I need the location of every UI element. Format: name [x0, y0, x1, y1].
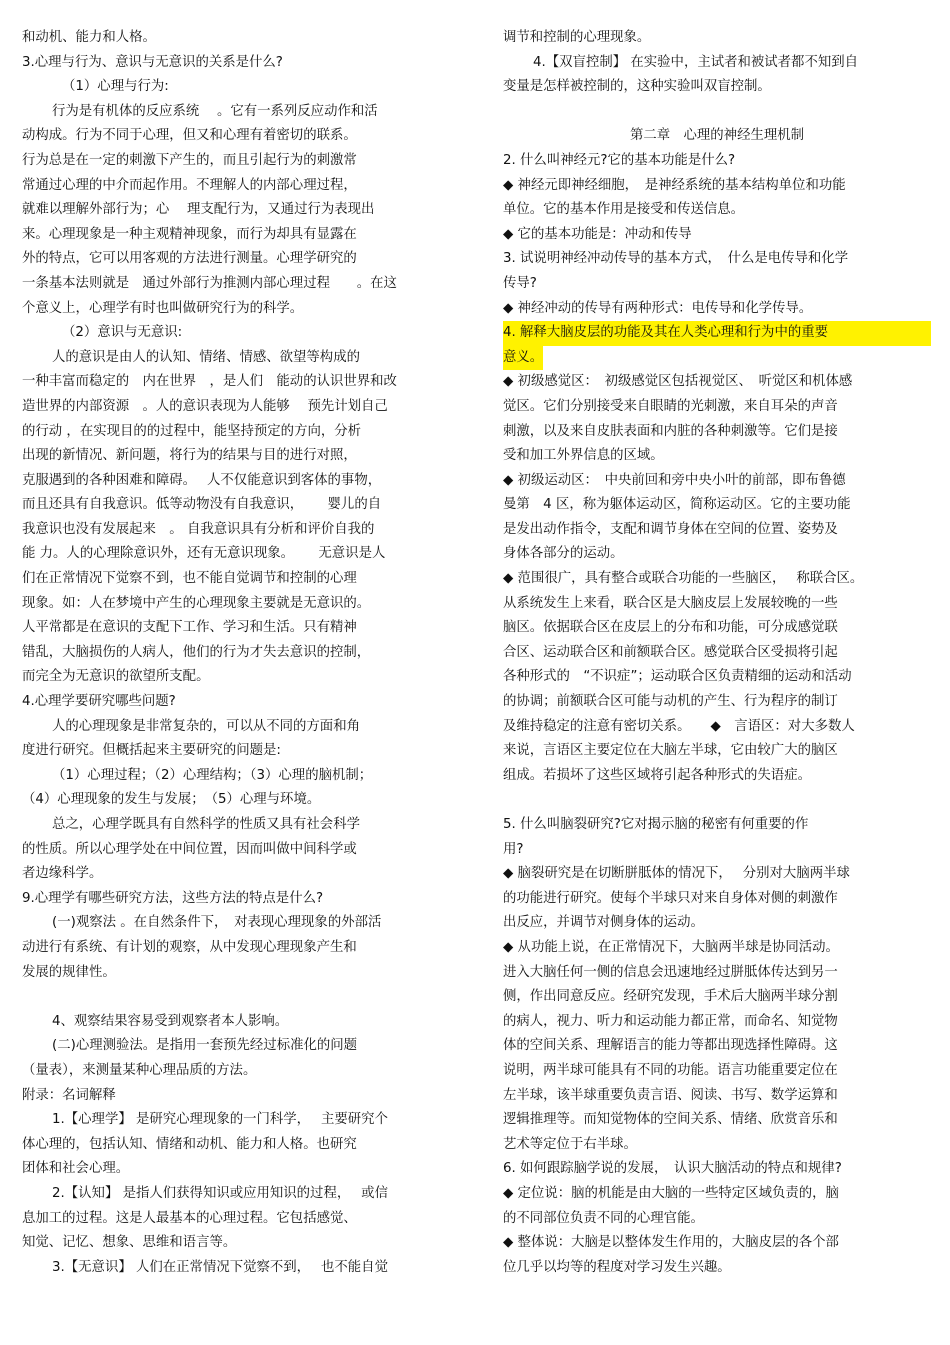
right-text-line: 从系统发生上来看，联合区是大脑皮层上发展较晚的一些 [503, 595, 838, 611]
right-text-line: 及维持稳定的注意有密切关系。 ◆ 言语区：对大多数人 [503, 718, 855, 734]
right-text-line: 调节和控制的心理现象。 [503, 30, 651, 45]
left-text-line: 总之，心理学既具有自然科学的性质又具有社会科学 [52, 817, 360, 832]
right-text-line: 逻辑推理等。而知觉物体的空间关系、情绪、欣赏音乐和 [503, 1112, 838, 1128]
right-text-line: 2. 什么叫神经元?它的基本功能是什么? [503, 152, 736, 168]
left-text-line: 个意义上，心理学有时也叫做研究行为的科学。 [22, 300, 304, 316]
left-text-line: 常通过心理的中介而起作用。不理解人的内部心理过程， [22, 177, 357, 193]
right-text-line: 出反应，并调节对侧身体的运动。 [503, 915, 704, 931]
left-text-line: 附录：名词解释 [22, 1087, 116, 1103]
left-text-line: 2.【认知】 是指人们获得知识或应用知识的过程， 或信 [52, 1185, 388, 1201]
right-text-line: 的功能进行研究。使每个半球只对来自身体对侧的刺激作 [503, 890, 838, 906]
left-text-line: 动构成。行为不同于心理，但又和心理有着密切的联系。 [22, 128, 357, 144]
left-text-line: 息加工的过程。这是人最基本的心理过程。它包括感觉、 [22, 1210, 357, 1226]
right-text-line: ◆ 定位说：脑的机能是由大脑的一些特定区域负责的，脑 [503, 1185, 839, 1201]
right-text-line: 5. 什么叫脑裂研究?它对揭示脑的秘密有何重要的作 [503, 817, 809, 832]
right-text-line: 传导? [503, 275, 537, 291]
right-text-line: ◆ 初级运动区： 中央前回和旁中央小叶的前部，即布鲁德 [503, 472, 846, 488]
left-text-line: 体心理的，包括认知、情绪和动机、能力和人格。也研究 [22, 1136, 357, 1152]
right-text-line: 的不同部位负责不同的心理官能。 [503, 1210, 704, 1226]
left-text-line: （1）心理过程；（2）心理结构；（3）心理的脑机制； [52, 767, 373, 783]
right-text-line: 受和加工外界信息的区域。 [503, 448, 664, 464]
left-text-line: 1.【心理学】 是研究心理现象的一门科学， 主要研究个 [52, 1112, 388, 1128]
right-text-line: 组成。若损坏了这些区域将引起各种形式的失语症。 [503, 767, 811, 783]
left-text-line: 3.【无意识】 人们在正常情况下觉察不到， 也不能自觉 [52, 1259, 388, 1275]
left-text-line: （4）心理现象的发生与发展； （5）心理与环境。 [22, 792, 321, 808]
right-text-line: 刺激，以及来自皮肤表面和内脏的各种刺激等。它们是接 [503, 423, 838, 439]
highlighted-question: 4. 解释大脑皮层的功能及其在人类心理和行为中的重要 [503, 321, 931, 346]
left-text-line: 的行动 ，在实现目的的过程中，能坚持预定的方向，分析 [22, 423, 362, 439]
left-text-line: 造世界的内部资源 。人的意识表现为人能够 预先计划自己 [22, 398, 388, 414]
left-text-line: 3.心理与行为、意识与无意识的关系是什么? [22, 54, 283, 70]
blank-line [22, 985, 458, 1010]
blank-line [503, 100, 931, 125]
left-text-line: 人平常都是在意识的支配下工作、学习和生活。只有精神 [22, 620, 357, 636]
left-text-line: 行为是有机体的反应系统 。它有一系列反应动作和活 [52, 103, 378, 119]
right-text-line: 3. 试说明神经冲动传导的基本方式， 什么是电传导和化学 [503, 251, 849, 267]
left-text-line: 现象。如：人在梦境中产生的心理现象主要就是无意识的。 [22, 595, 371, 611]
right-text-line: 位几乎以均等的程度对学习发生兴趣。 [503, 1259, 731, 1275]
right-text-line: 是发出动作指令，支配和调节身体在空间的位置、姿势及 [503, 521, 838, 537]
left-text-line: (二)心理测验法。是指用一套预先经过标准化的问题 [52, 1038, 358, 1054]
right-text-line: 脑区。依据联合区在皮层上的分布和功能，可分成感觉联 [503, 620, 838, 636]
left-text-line: 而且还具有自我意识。低等动物没有自我意识， 婴儿的自 [22, 497, 382, 513]
left-text-line: 者边缘科学。 [22, 866, 103, 882]
left-text-line: 行为总是在一定的刺激下产生的，而且引起行为的刺激常 [22, 152, 357, 168]
left-text-line: 人的心理现象是非常复杂的，可以从不同的方面和角 [52, 718, 360, 734]
left-text-line: 们在正常情况下觉察不到，也不能自觉调节和控制的心理 [22, 571, 357, 587]
left-text-line: （量表），来测量某种心理品质的方法。 [22, 1062, 257, 1078]
right-text-line: ◆ 初级感觉区： 初级感觉区包括视觉区、 听觉区和机体感 [503, 374, 853, 390]
right-text-line [503, 346, 931, 371]
left-text-line: （1）心理与行为: [62, 79, 169, 95]
right-column [503, 26, 931, 1280]
left-text-line: 就难以理解外部行为；心 理支配行为，又通过行为表现出 [22, 202, 375, 218]
left-text-line: 团体和社会心理。 [22, 1161, 130, 1177]
left-text-line: 的性质。所以心理学处在中间位置，因而叫做中间科学或 [22, 841, 357, 857]
left-text-line: 发展的规律性。 [22, 964, 116, 980]
right-text-line: 左半球，该半球重要负责言语、阅读、书写、数学运算和 [503, 1087, 838, 1103]
right-text-line: ◆ 范围很广，具有整合或联合功能的一些脑区， 称联合区。 [503, 571, 864, 587]
right-text-line: 用? [503, 841, 524, 857]
right-text-line: 曼第 4 区，称为躯体运动区，简称运动区。它的主要功能 [503, 497, 851, 513]
left-text-line: 度进行研究。但概括起来主要研究的问题是: [22, 743, 281, 759]
left-text-line: 而完全为无意识的欲望所支配。 [22, 669, 210, 685]
right-text-line: ◆ 神经元即神经细胞， 是神经系统的基本结构单位和功能 [503, 177, 846, 193]
right-text-line: 艺术等定位于右半球。 [503, 1136, 637, 1152]
left-text-line: 我意识也没有发展起来 。 自我意识具有分析和评价自我的 [22, 521, 375, 537]
left-text-line: 知觉、记忆、想象、思维和语言等。 [22, 1235, 237, 1251]
left-text-line: 能 力。人的心理除意识外，还有无意识现象。 无意识是人 [22, 546, 386, 562]
right-text-line: 各种形式的 “不识症”；运动联合区负责精细的运动和活动 [503, 669, 852, 685]
right-text-line: ◆ 它的基本功能是：冲动和传导 [503, 226, 692, 242]
right-text-line: 6. 如何跟踪脑学说的发展， 认识大脑活动的特点和规律? [503, 1161, 842, 1177]
right-text-line: 来说，言语区主要定位在大脑左半球，它由较广大的脑区 [503, 743, 838, 759]
right-text-line: 的病人，视力、听力和运动能力都正常，而命名、知觉物 [503, 1013, 838, 1029]
right-text-line: 体的空间关系、理解语言的能力等都出现选择性障碍。这 [503, 1038, 838, 1054]
left-text-line: 来。心理现象是一种主观精神现象，而行为却具有显露在 [22, 226, 357, 242]
left-text-line: 人的意识是由人的认知、情绪、情感、欲望等构成的 [52, 349, 360, 365]
left-text-line: 外的特点，它可以用客观的方法进行测量。心理学研究的 [22, 251, 357, 267]
right-text-line: 第二章 心理的神经生理机制 [629, 128, 805, 144]
right-text-line: 变量是怎样被控制的，这种实验叫双盲控制。 [503, 79, 771, 95]
left-text-line: 动进行有系统、有计划的观察，从中发现心理现象产生和 [22, 939, 357, 955]
right-text-line: 说明，两半球可能具有不同的功能。语言功能重要定位在 [503, 1062, 838, 1078]
highlighted-text: 意义。 [503, 346, 543, 371]
right-text-line: ◆ 从功能上说，在正常情况下，大脑两半球是协同活动。 [503, 939, 839, 955]
right-text-line: ◆ 整体说：大脑是以整体发生作用的，大脑皮层的各个部 [503, 1235, 839, 1251]
left-text-line: 出现的新情况、新问题，将行为的结果与目的进行对照， [22, 448, 357, 464]
left-text-line: 和动机、能力和人格。 [22, 30, 156, 45]
left-text-line: 9.心理学有哪些研究方法，这些方法的特点是什么? [22, 890, 324, 906]
right-text-line: 进入大脑任何一侧的信息会迅速地经过胼胝体传达到另一 [503, 964, 838, 980]
left-text-line: （2）意识与无意识: [62, 325, 183, 341]
right-text-line: 觉区。它们分别接受来自眼睛的光刺激，来自耳朵的声音 [503, 398, 838, 414]
right-text-line: 单位。它的基本作用是接受和传送信息。 [503, 202, 745, 218]
right-text-line: 合区、运动联合区和前额联合区。感觉联合区受损将引起 [503, 644, 838, 660]
left-text-line: (一)观察法 。在自然条件下， 对表现心理现象的外部活 [52, 915, 382, 931]
right-text-line: 侧，作出同意反应。经研究发现，手术后大脑两半球分割 [503, 989, 838, 1005]
right-text-line: 身体各部分的运动。 [503, 546, 624, 562]
right-text-line: 的协调；前额联合区可能与动机的产生、行为程序的制订 [503, 694, 838, 710]
right-text-line: 4.【双盲控制】 在实验中，主试者和被试者都不知到自 [533, 54, 859, 70]
left-text-line: 4、观察结果容易受到观察者本人影响。 [52, 1013, 289, 1029]
left-text-line: 一种丰富而稳定的 内在世界 ，是人们 能动的认识世界和改 [22, 374, 397, 390]
blank-line [503, 788, 931, 813]
left-text-line: 错乱，大脑损伤的人病人，他们的行为才失去意识的控制， [22, 644, 371, 660]
left-text-line: 一条基本法则就是 通过外部行为推测内部心理过程 。在这 [22, 275, 397, 291]
left-text-line: 4.心理学要研究哪些问题? [22, 694, 176, 710]
left-column [22, 26, 458, 1280]
right-text-line: ◆ 脑裂研究是在切断胼胝体的情况下， 分别对大脑两半球 [503, 866, 850, 882]
left-text-line: 克服遇到的各种困难和障碍。 人不仅能意识到客体的事物， [22, 472, 382, 488]
right-text-line: ◆ 神经冲动的传导有两种形式：电传导和化学传导。 [503, 300, 813, 316]
